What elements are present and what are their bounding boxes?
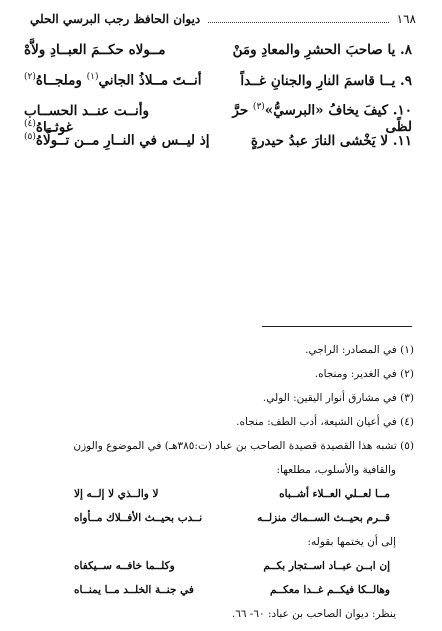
footnote-4: (٤) في أعيان الشيعة، أدب الطف: منجاه. [236,416,414,428]
hemistich-text: وملجــاهُ [35,72,87,89]
verse-first-hemistich [202,102,412,135]
footnote-3: (٣) في مشارق أنوار اليقين: الولي. [262,392,414,404]
footnote-marker: (٥) [24,132,36,142]
verse-8 [24,42,412,72]
quoted-verse [24,506,414,530]
verse-second-hemistich [24,103,202,136]
footnote-marker: (٢) [24,72,36,82]
hemistich-text: أنــتَ مــلاذُ الجاني [98,72,202,89]
quoted-verse [24,554,414,578]
quoted-hemistich: لا والــذي لا إلــه إلا [74,488,159,500]
footnote-5: (٥) تشبه هذا القصيدة قصيدة الصاحب بن عباد (ت:٣٨٥هـ) في الموضوع والوزن [73,440,414,452]
hemistich-text: إذ ليــس في النــارِ مــن تــولَّاهُ [35,132,210,149]
footnote-1: (١) في المصادر: الراجي. [305,344,414,356]
footnote-5-source: ينظر: ديوان الصاحب بن عباد: ٦٠- ٦٦. [231,608,396,620]
header-dotted-leader [208,16,388,23]
verse-second-hemistich [24,132,209,149]
quoted-hemistich: وهالــكا فيكــم غــدا معكــم [270,584,390,596]
hemistich-text: حرَّ لظًى [232,102,412,135]
hemistich-text: ١٠. كيفَ يخافُ «البرسيُّ» [264,102,412,119]
quoted-hemistich: قــرم بحيــث الســماك منزلــه [257,512,390,524]
page-header [30,8,416,30]
verse-first-hemistich: ٨. يا صاحبَ الحشرِ والمعادِ ومَنْ [232,42,412,58]
hemistich-text: وأنــت عنــد الحســاب غوثــاهُ [24,102,150,135]
verse-first-hemistich: ١١. لا يَخْشى النارَ عبدُ حيدرةٍ [250,132,412,149]
quoted-hemistich: نــدب بحيــث الأفــلاك مــأواه [74,512,203,524]
verse-first-hemistich: ٩. يــا قاسمَ النارِ والجنانِ غــداً [240,72,412,89]
verse-10 [24,102,412,135]
quoted-hemistich: مــا لعــلي العــلاء أشــباه [279,488,390,500]
footnote-separator [262,326,412,327]
book-title: ديوان الحافظ رجب البرسي الحلي [30,12,201,26]
quoted-hemistich: وكلــما خافــه ســيكفاه [74,560,175,572]
quoted-verse [24,578,414,602]
quoted-hemistich: في جنــة الخلــد مــا يمنــاه [74,584,194,596]
footnote-marker: (٤) [24,118,36,129]
quoted-hemistich: إن ابــن عبــاد اســتجار بكــم [263,560,390,572]
footnotes [24,338,414,626]
page-number: ١٦٨ [396,12,416,26]
footnote-5-continuation: والقافية والأسلوب، مطلعها: [276,464,396,476]
verse-second-hemistich: مــولاه حكــمَ العبــادِ ولاَّهْ [24,42,166,58]
footnote-marker: (١) [86,72,99,82]
verse-11 [24,132,412,162]
footnote-5-bridge: إلى أن يختمها بقوله: [307,536,396,548]
poem [24,42,412,162]
footnote-2: (٢) في الغدير: ومنجاه. [314,368,414,380]
footnote-marker: (٣) [252,102,265,112]
verse-9 [24,72,412,102]
verse-second-hemistich [24,72,201,89]
quoted-verse [24,482,414,506]
